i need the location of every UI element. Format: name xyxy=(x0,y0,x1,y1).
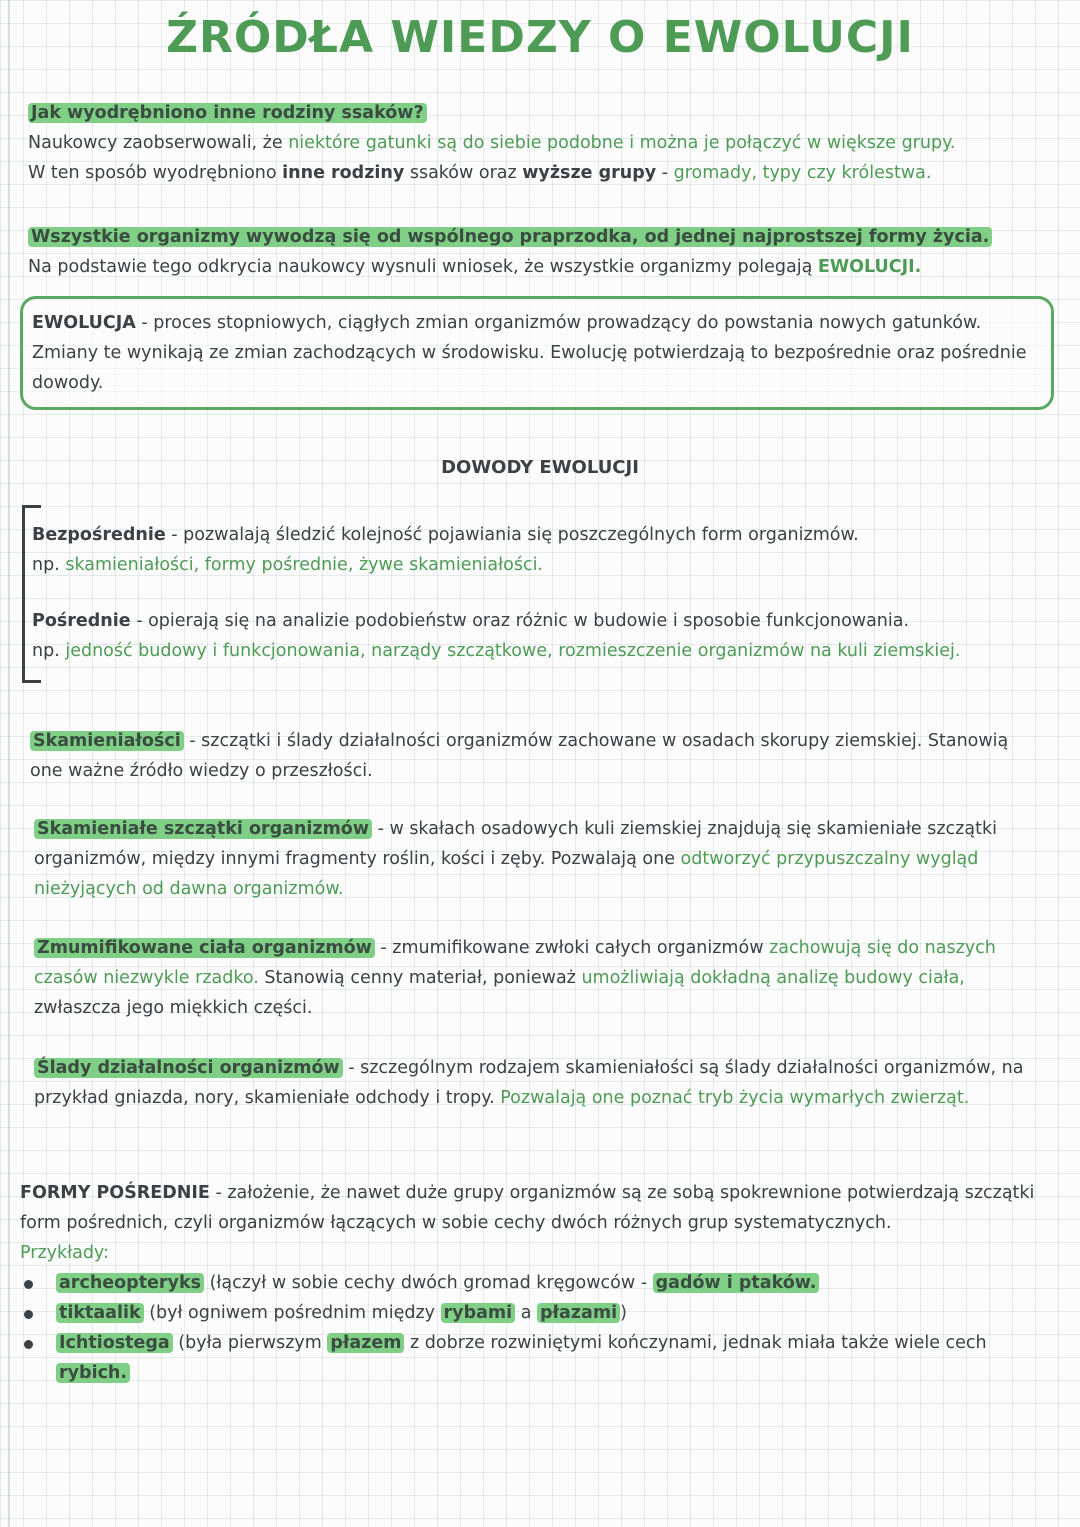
example-name: tiktaalik xyxy=(56,1303,144,1323)
section-common-ancestor xyxy=(28,222,1068,282)
text: - założenie, że nawet duże grupy organizmów są ze sobą spokrewnione potwierdzają szczątki form pośrednich, czyli organizmów łączących w sobie cechy dwóch różnych grup systematycznych. xyxy=(20,1183,1035,1233)
text: - pozwalają śledzić kolejność pojawiania się poszczególnych form organizmów. xyxy=(165,525,859,545)
text: - szczególnym rodzajem skamieniałości są ślady działalności organizmów, na przykład gniazda, nory, skamieniałe odchody i tropy. xyxy=(34,1058,1024,1108)
text: np. xyxy=(32,555,66,575)
ancestor-heading: Wszystkie organizmy wywodzą się od wspólnego praprzodka, od jednej najprostszej formy życia. xyxy=(28,227,992,247)
section-mammal-families xyxy=(28,98,1058,188)
green-text: jedność budowy i funkcjonowania, narządy szczątkowe, rozmieszczenie organizmów na kuli ziemskiej. xyxy=(65,641,961,661)
text: zwłaszcza jego miękkich części. xyxy=(34,998,313,1018)
green-text: niektóre gatunki są do siebie podobne i można je połączyć w większe grupy. xyxy=(288,133,956,153)
section-traces xyxy=(34,1053,1044,1113)
text: - szczątki i ślady działalności organizmów zachowane w osadach skorupy ziemskiej. Stanowią one ważne źródło wiedzy o przeszłości. xyxy=(30,731,1009,781)
text: Naukowcy zaobserwowali, że xyxy=(28,133,289,153)
highlight-text: rybich. xyxy=(56,1363,130,1383)
green-text: skamieniałości, formy pośrednie, żywe skamieniałości. xyxy=(65,555,543,575)
highlight-text: gadów i ptaków. xyxy=(653,1273,820,1293)
text: Na podstawie tego odkrycia naukowcy wysnuli wniosek, że wszystkie organizmy polegają xyxy=(28,257,818,277)
section-mummified xyxy=(34,933,1044,1023)
direct-label: Bezpośrednie xyxy=(32,525,166,545)
section-intermediate-forms xyxy=(20,1178,1050,1388)
examples-list xyxy=(20,1268,1050,1388)
text: (łączył w sobie cechy dwóch gromad kręgowców - xyxy=(204,1273,653,1293)
forms-term: FORMY POŚREDNIE xyxy=(20,1183,210,1203)
section-fossils xyxy=(30,726,1030,786)
text: - xyxy=(656,163,674,183)
list-item xyxy=(20,1268,1050,1298)
bold-text: wyższe grupy xyxy=(522,163,657,183)
highlight-text: rybami xyxy=(441,1303,516,1323)
question-heading: Jak wyodrębniono inne rodziny ssaków? xyxy=(28,103,427,123)
bold-text: inne rodziny xyxy=(282,163,405,183)
evidence-indirect xyxy=(32,606,1072,666)
green-text: umożliwiają dokładną analizę budowy ciała, xyxy=(581,968,965,988)
evidence-heading: DOWODY EWOLUCJI xyxy=(441,457,639,478)
example-name: Ichtiostega xyxy=(56,1333,173,1353)
mummified-term: Zmumifikowane ciała organizmów xyxy=(34,938,375,958)
section-fossil-remains xyxy=(34,814,1034,904)
text: Stanowią cenny materiał, ponieważ xyxy=(258,968,582,988)
text: - zmumifikowane zwłoki całych organizmów xyxy=(374,938,770,958)
text: (był ogniwem pośrednim między xyxy=(143,1303,441,1323)
page-margin-line xyxy=(8,0,10,1527)
text: ) xyxy=(620,1303,627,1323)
highlight-text: płazem xyxy=(327,1333,404,1353)
bullet-icon xyxy=(24,1280,33,1289)
traces-term: Ślady działalności organizmów xyxy=(34,1058,343,1078)
text: z dobrze rozwiniętymi kończynami, jednak miała także wiele cech xyxy=(404,1333,987,1353)
green-text: zachowują się do naszych czasów niezwykle rzadko. xyxy=(34,938,996,988)
examples-label: Przykłady: xyxy=(20,1243,109,1263)
text: - w skałach osadowych kuli ziemskiej znajdują się skamieniałe szczątki organizmów, między innymi fragmenty roślin, kości i zęby. Pozwalają one xyxy=(34,819,997,869)
evolution-definition xyxy=(32,308,1032,398)
evolution-term: EWOLUCJI. xyxy=(817,257,922,277)
indirect-label: Pośrednie xyxy=(32,611,131,631)
list-item xyxy=(20,1298,1050,1328)
text: a xyxy=(515,1303,538,1323)
example-name: archeopteryks xyxy=(56,1273,204,1293)
definition-text: - proces stopniowych, ciągłych zmian organizmów prowadzący do powstania nowych gatunków. Zmiany te wynikają ze zmian zachodzących w środowisku. Ewolucję potwierdzają to bezpośrednie oraz pośrednie dowody. xyxy=(32,313,1027,393)
bullet-icon xyxy=(24,1340,33,1349)
green-text: Pozwalają one poznać tryb życia wymarłych zwierząt. xyxy=(500,1088,970,1108)
highlight-text: płazami xyxy=(537,1303,620,1323)
green-text: odtworzyć przypuszczalny wygląd nieżyjących od dawna organizmów. xyxy=(34,849,979,899)
text: - opierają się na analizie podobieństw oraz różnic w budowie i sposobie funkcjonowania. xyxy=(130,611,910,631)
definition-term: EWOLUCJA xyxy=(32,313,136,333)
text: W ten sposób wyodrębniono xyxy=(28,163,283,183)
list-item xyxy=(20,1328,1050,1388)
bullet-icon xyxy=(24,1310,33,1319)
remains-term: Skamieniałe szczątki organizmów xyxy=(34,819,372,839)
page-title: ŹRÓDŁA WIEDZY O EWOLUCJI xyxy=(166,12,914,63)
green-text: gromady, typy czy królestwa. xyxy=(673,163,932,183)
evidence-direct xyxy=(32,520,1062,580)
text: ssaków oraz xyxy=(404,163,523,183)
text: np. xyxy=(32,641,66,661)
text: (była pierwszym xyxy=(172,1333,328,1353)
fossils-term: Skamieniałości xyxy=(30,731,184,751)
